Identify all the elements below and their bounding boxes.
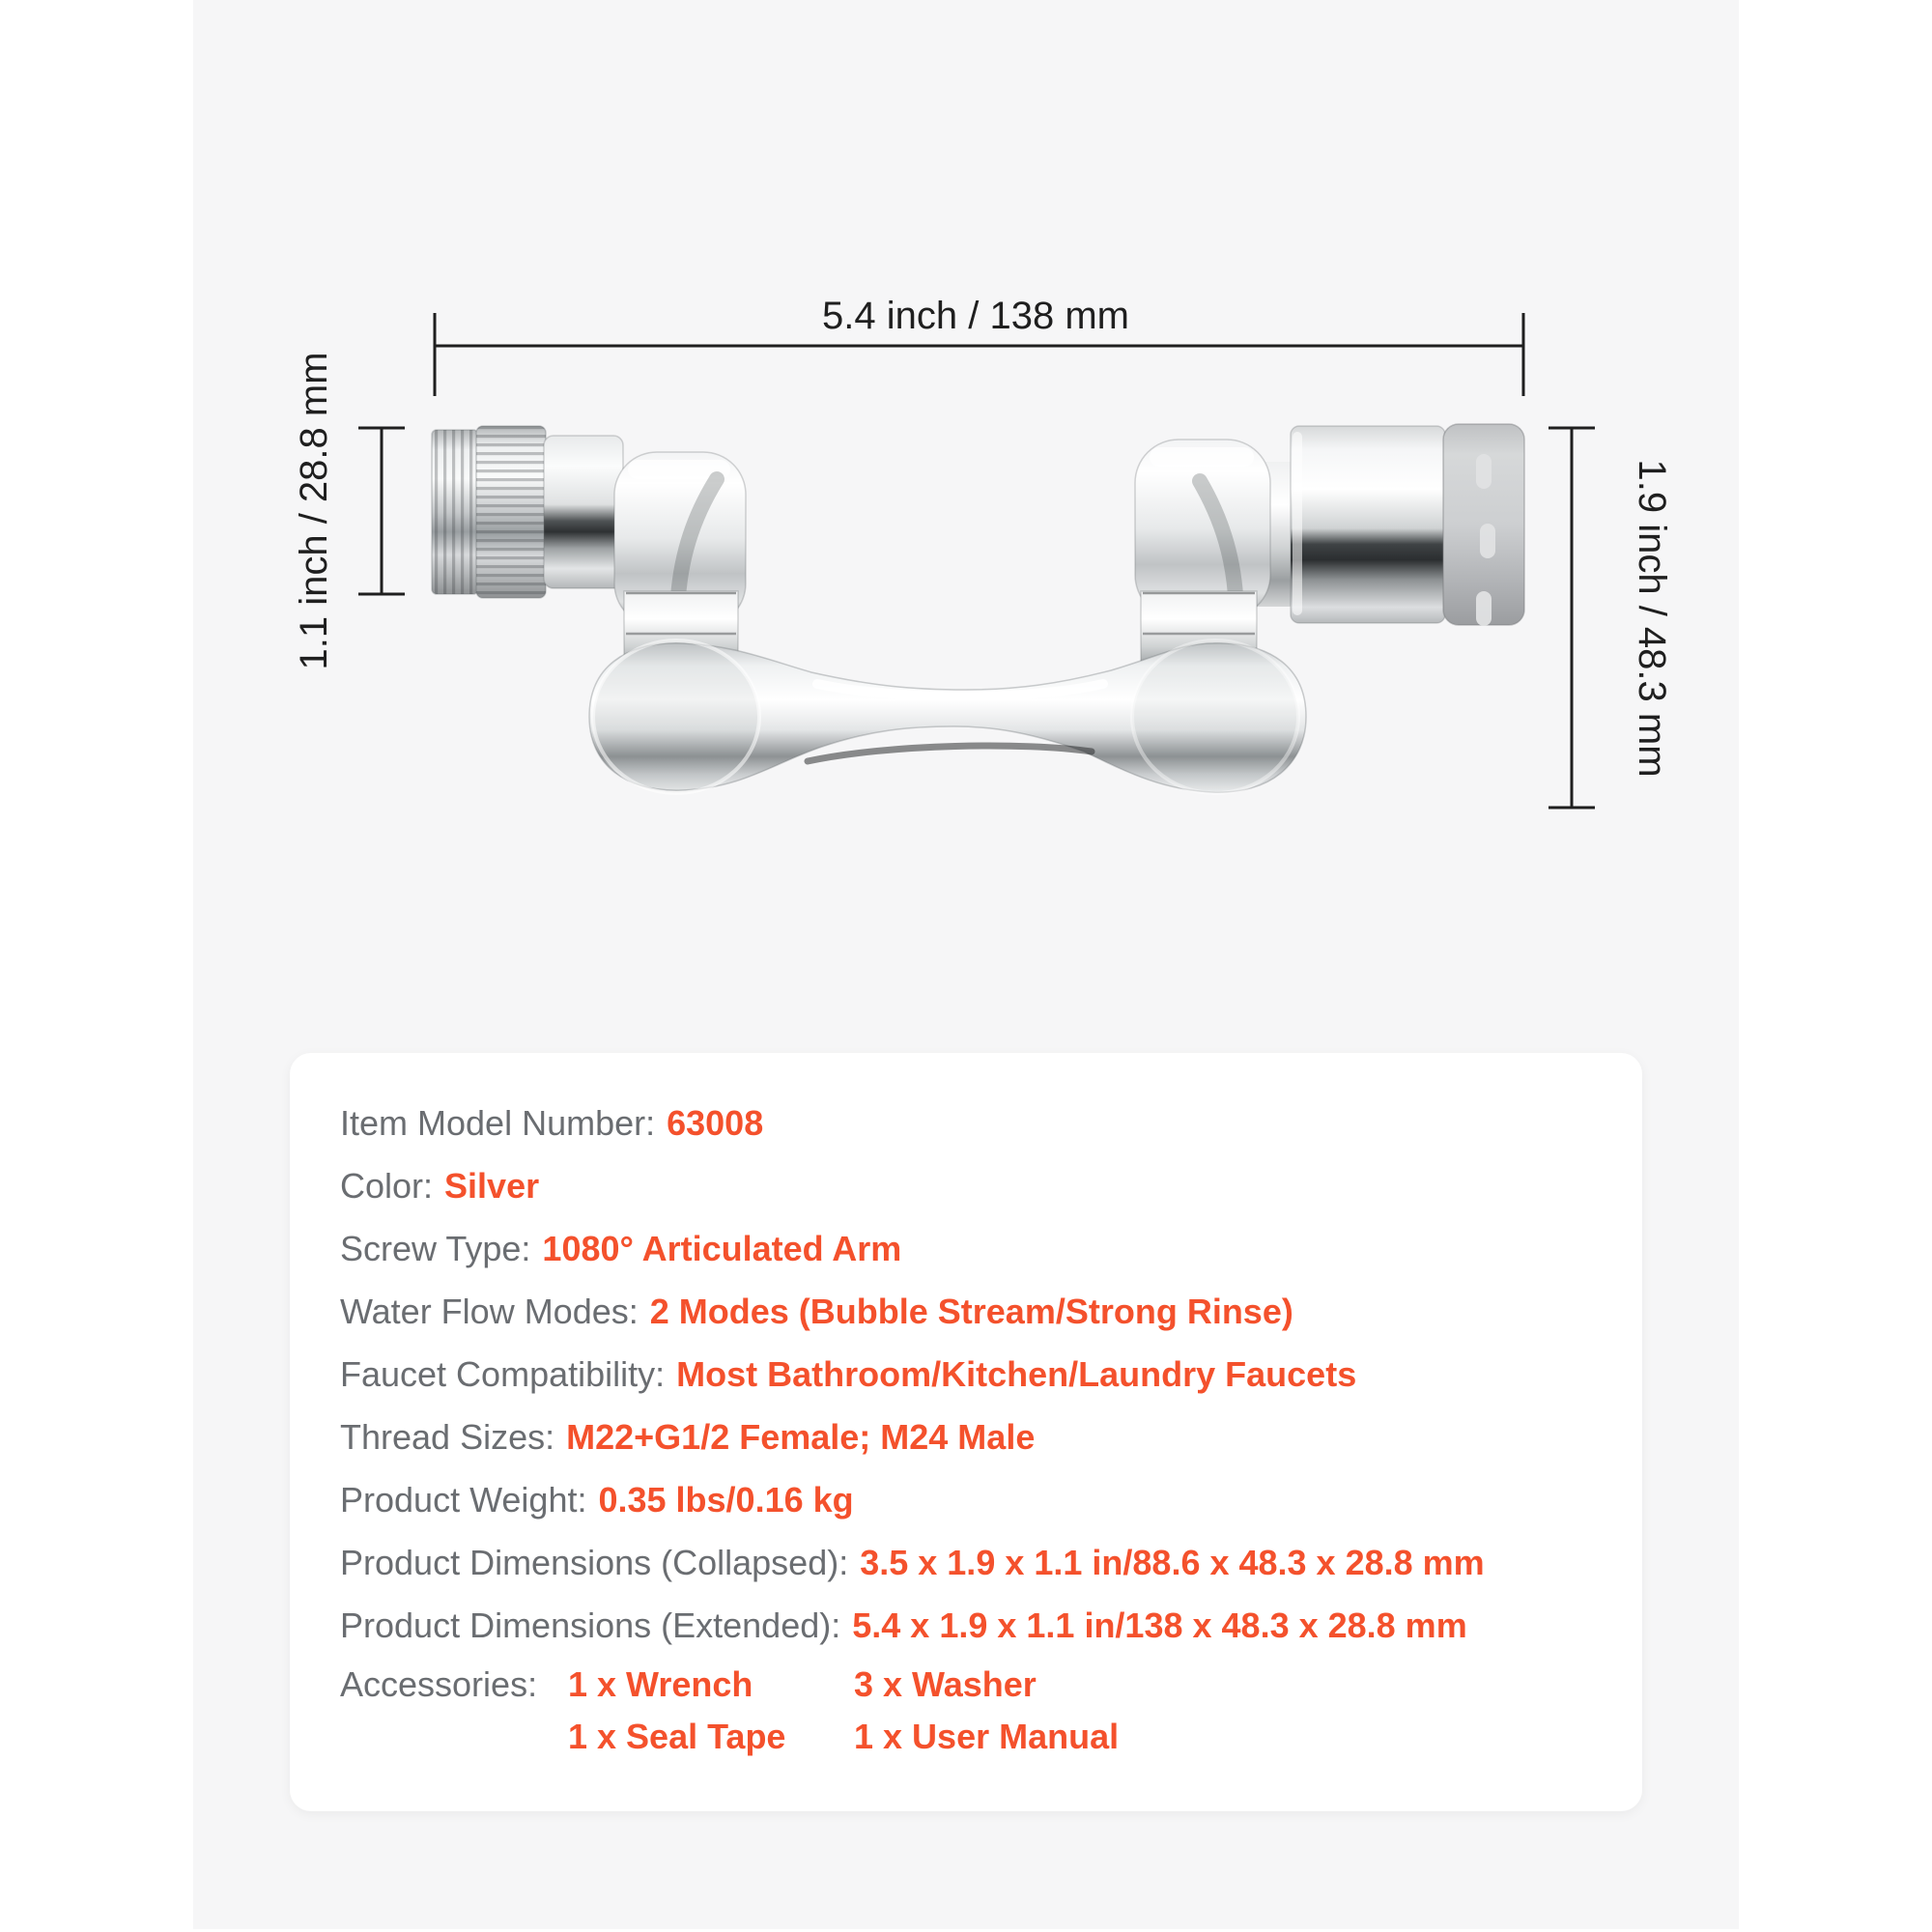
aerator-gray-ring xyxy=(1443,424,1524,626)
spec-row-model xyxy=(340,1092,1613,1154)
spec-value: 0.35 lbs/0.16 kg xyxy=(598,1479,854,1520)
spec-label: Color: xyxy=(340,1165,434,1206)
accessories-section xyxy=(340,1657,1613,1761)
spec-label: Product Dimensions (Extended): xyxy=(340,1605,841,1645)
accessory-item-cell xyxy=(568,1713,854,1761)
left-height-dimension-line xyxy=(358,428,405,594)
spec-row-weight xyxy=(340,1468,1613,1531)
accessory-item-cell xyxy=(854,1657,1613,1713)
right-height-dimension-line xyxy=(1548,428,1595,808)
accessory-item-cell xyxy=(854,1713,1613,1761)
spec-row-screw-type xyxy=(340,1217,1613,1280)
spec-label: Faucet Compatibility: xyxy=(340,1353,666,1394)
spec-value: 5.4 x 1.9 x 1.1 in/138 x 48.3 x 28.8 mm xyxy=(852,1605,1467,1645)
spec-row-thread-sizes xyxy=(340,1406,1613,1468)
accessory-item: 1 x Wrench xyxy=(568,1664,753,1704)
accessories-label: Accessories: xyxy=(340,1664,538,1704)
accessory-item: 1 x Seal Tape xyxy=(568,1717,786,1756)
spec-row-dimensions-extended xyxy=(340,1594,1613,1657)
swivel-arm xyxy=(589,640,1306,793)
faucet-extender-illustration xyxy=(432,424,1524,793)
spec-label: Water Flow Modes: xyxy=(340,1291,639,1331)
accessories-label-cell xyxy=(340,1657,568,1713)
accessory-item: 3 x Washer xyxy=(854,1664,1037,1704)
spec-value: 63008 xyxy=(667,1102,764,1143)
right-height-dimension-label: 1.9 inch / 48.3 mm xyxy=(1631,459,1673,778)
spec-label: Product Weight: xyxy=(340,1479,587,1520)
spec-row-color xyxy=(340,1154,1613,1217)
spec-label: Product Dimensions (Collapsed): xyxy=(340,1542,849,1582)
left-height-dimension-label: 1.1 inch / 28.8 mm xyxy=(293,352,335,670)
accessories-spacer-cell xyxy=(340,1713,568,1761)
spec-value: 1080° Articulated Arm xyxy=(542,1228,902,1268)
spec-row-compatibility xyxy=(340,1343,1613,1406)
width-dimension-label: 5.4 inch / 138 mm xyxy=(822,295,1129,337)
spec-label: Item Model Number: xyxy=(340,1102,656,1143)
accessory-item: 1 x User Manual xyxy=(854,1717,1120,1756)
spec-card xyxy=(290,1053,1642,1811)
spec-value: Silver xyxy=(444,1165,540,1206)
spec-row-dimensions-collapsed xyxy=(340,1531,1613,1594)
spec-value: 3.5 x 1.9 x 1.1 in/88.6 x 48.3 x 28.8 mm xyxy=(860,1542,1485,1582)
spec-value: Most Bathroom/Kitchen/Laundry Faucets xyxy=(676,1353,1357,1394)
accessory-item-cell xyxy=(568,1657,854,1713)
spec-value: 2 Modes (Bubble Stream/Strong Rinse) xyxy=(649,1291,1293,1331)
spec-row-water-flow xyxy=(340,1280,1613,1343)
spec-value: M22+G1/2 Female; M24 Male xyxy=(566,1416,1036,1457)
spec-label: Screw Type: xyxy=(340,1228,531,1268)
left-thread-adapter xyxy=(432,426,623,598)
spec-label: Thread Sizes: xyxy=(340,1416,555,1457)
